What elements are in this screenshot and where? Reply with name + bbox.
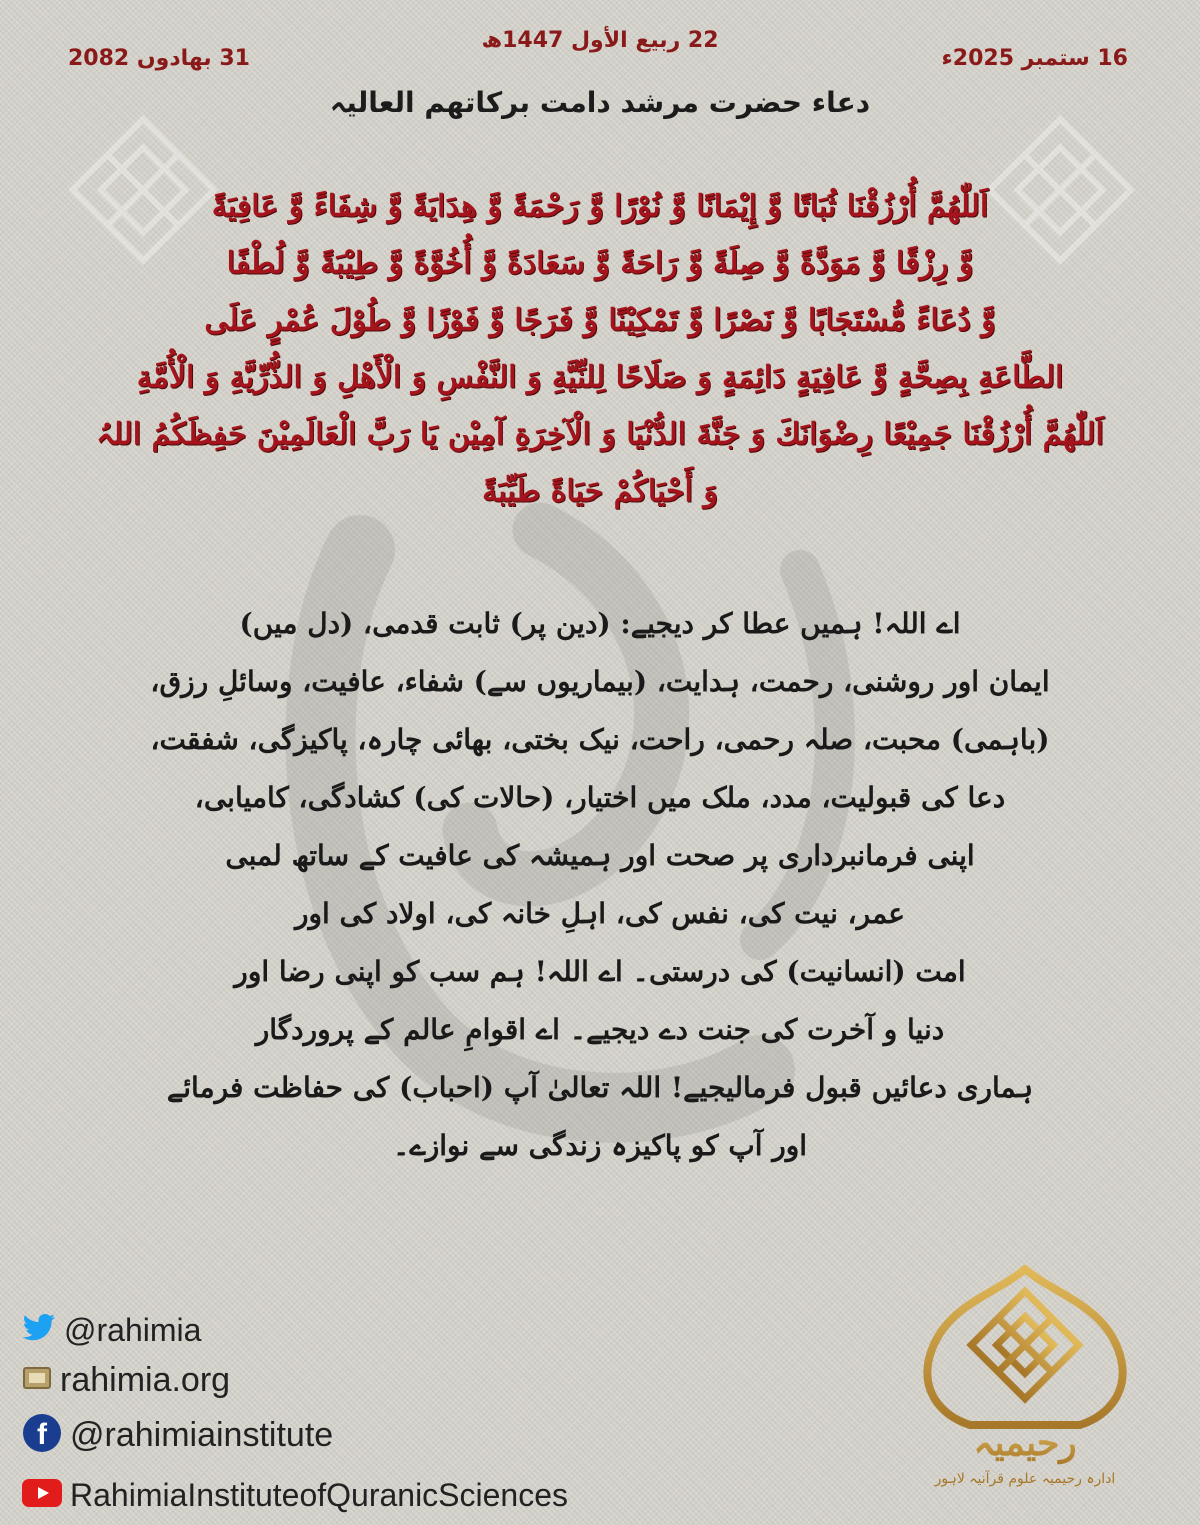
facebook-link[interactable] [22,1405,568,1465]
logo-subtitle: ادارہ رحیمیہ علوم قرآنیہ لاہور [934,1471,1116,1487]
arabic-dua [90,178,1110,520]
globe-icon [22,1365,52,1396]
website-url: rahimia.org [60,1360,231,1399]
urdu-line: اے اللہ! ہمیں عطا کر دیجیے: (دین پر) ثابت قدمی، (دل میں) [239,607,961,640]
youtube-channel: RahimiaInstituteofQuranicSciences [70,1476,569,1513]
urdu-line: امت (انسانیت) کی درستی۔ اے اللہ! ہم سب کو اپنی رضا اور [234,955,966,988]
urdu-line: ایمان اور روشنی، رحمت، ہدایت، (بیماریوں سے) شفاء، عافیت، وسائلِ رزق، [150,665,1050,698]
twitter-link[interactable] [22,1305,568,1355]
bikrami-date: 31 بھادوں 2082 [68,46,250,71]
urdu-line: ہماری دعائیں قبول فرمالیجیے! اللہ تعالیٰ آپ (احباب) کی حفاظت فرمائے [166,1071,1034,1104]
rahimia-logo [905,1265,1145,1490]
facebook-icon [22,1413,62,1458]
page-title: دعاء حضرت مرشد دامت برکاتھم العالیہ [329,86,871,119]
urdu-line: اپنی فرمانبرداری پر صحت اور ہمیشہ کی عافیت کے ساتھ لمبی [225,839,975,872]
urdu-translation [150,595,1050,1175]
social-links [22,1305,568,1525]
youtube-icon [22,1479,62,1512]
facebook-handle: @rahimiainstitute [70,1415,334,1454]
arabic-line: وَّ رِزْقًا وَّ مَوَدَّةً وَّ صِلَةً وَّ رَاحَةً وَّ سَعَادَةً وَّ أُخُوَّةً وَّ طِیْبَةً وَّ لُطْفًا [226,246,974,281]
twitter-handle: @rahimia [64,1311,202,1348]
arabic-line: وَّ دُعَاءً مُّسْتَجَابًا وَّ نَصْرًا وَّ تَمْکِیْنًا وَّ فَرَجًا وَّ فَوْزًا وَّ طُوْلَ عُمْرٍ عَلَی [204,303,996,338]
urdu-line: عمر، نیت کی، نفس کی، اہلِ خانہ کی، اولاد کی اور [294,897,906,930]
youtube-link[interactable] [22,1465,568,1525]
arabic-line: وَ أَحْیَاکُمْ حَیَاةً طَیِّبَةً [482,474,718,509]
svg-text:f: f [37,1417,47,1451]
arabic-line: اَللّٰھُمَّ أُرْزُقْنَا ثُبَاتًا وَّ إِیْمَانًا وَّ نُوْرًا وَّ رَحْمَةً وَّ ھِدَایَةً وَّ شِفَاءً وَّ عَافِیَةً [211,189,989,224]
twitter-icon [22,1313,56,1348]
urdu-line: (باہمی) محبت، صلہ رحمی، راحت، نیک بختی، بھائی چارہ، پاکیزگی، شفقت، [150,723,1050,756]
gregorian-date: 16 ستمبر 2025ء [941,46,1128,71]
urdu-line: دعا کی قبولیت، مدد، ملک میں اختیار، (حالات کی) کشادگی، کامیابی، [194,781,1006,814]
urdu-line: دنیا و آخرت کی جنت دے دیجیے۔ اے اقوامِ عالم کے پروردگار [255,1013,945,1046]
logo-name: رحیمیہ [973,1422,1077,1464]
arabic-line: الطَّاعَةِ بِصِحَّةٍ وَّ عَافِیَةٍ دَائِمَةٍ وَ صَلَاحًا لِلنِّیَّةِ وَ النَّفْسِ وَ الْأَھْلِ وَ الذُّرِّیَّةِ وَ الْأُمَّةِ [136,360,1064,395]
website-link[interactable] [22,1355,568,1405]
hijri-date: 22 ربیع الأول 1447ھ [481,28,719,53]
arabic-line: اَللّٰھُمَّ أُرْزُقْنَا جَمِیْعًا رِضْوَانَكَ وَ جَنَّةَ الدُّنْیَا وَ الْآخِرَةِ آمِیْن یَا رَبَّ الْعَالَمِیْنَ حَفِظَکُمُ اللہُ [96,417,1104,452]
urdu-line: اور آپ کو پاکیزہ زندگی سے نوازے۔ [392,1129,808,1162]
